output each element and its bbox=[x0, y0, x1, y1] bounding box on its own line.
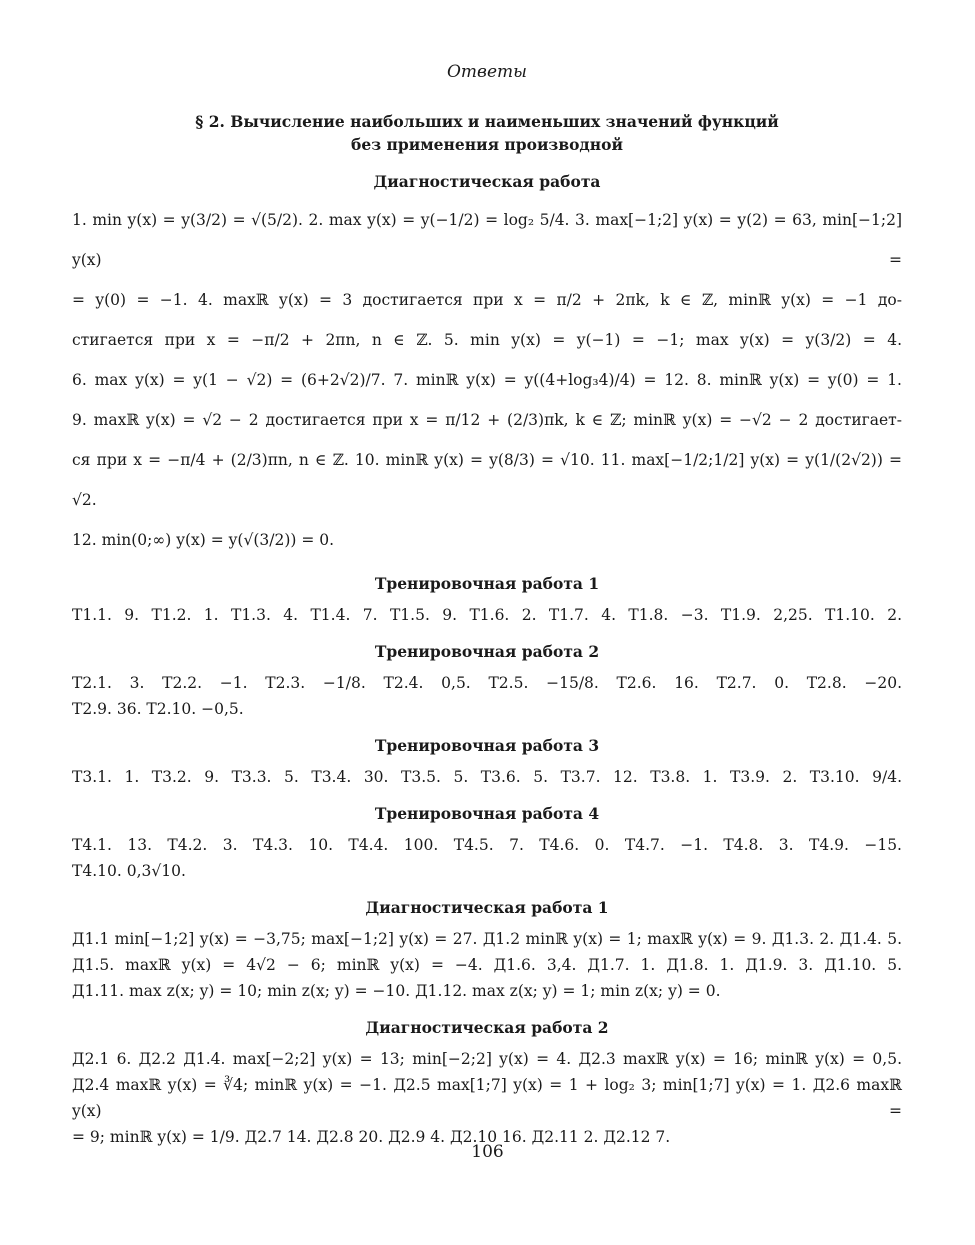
diag-line-3: стигается при x = −π/2 + 2πn, n ∈ ℤ. 5. min y(x) = y(−1) = −1; max y(x) = y(3/2) = 4. bbox=[72, 331, 902, 349]
page-number: 106 bbox=[471, 1142, 504, 1162]
diag-line-4: 6. max y(x) = y(1 − √2) = (6+2√2)/7. 7. minℝ y(x) = y((4+log₃4)/4) = 12. 8. minℝ y(x) = y(0) = 1. bbox=[72, 371, 902, 389]
heading-diagnostic: Диагностическая работа bbox=[373, 172, 601, 191]
heading-training-1: Тренировочная работа 1 bbox=[374, 574, 600, 593]
diag-line-6: ся при x = −π/4 + (2/3)πn, n ∈ ℤ. 10. minℝ y(x) = y(8/3) = √10. 11. max[−1/2;1/2] y(x) = y(1/(2√2)) = √2. bbox=[72, 451, 902, 509]
section-title-line-2: без применения производной bbox=[351, 135, 623, 154]
section-title bbox=[72, 110, 902, 156]
d1-line-2: Д1.5. maxℝ y(x) = 4√2 − 6; minℝ y(x) = −4. Д1.6. 3,4. Д1.7. 1. Д1.8. 1. Д1.9. 3. Д1.10. 5. bbox=[72, 956, 902, 974]
d2-line-1: Д2.1 6. Д2.2 Д1.4. max[−2;2] y(x) = 13; min[−2;2] y(x) = 4. Д2.3 maxℝ y(x) = 16; minℝ y(x) = 0,5. bbox=[72, 1050, 902, 1068]
d1-line-1: Д1.1 min[−1;2] y(x) = −3,75; max[−1;2] y(x) = 27. Д1.2 minℝ y(x) = 1; maxℝ y(x) = 9. Д1.3. 2. Д1.4. 5. bbox=[72, 930, 902, 948]
t4-line-2: Т4.10. 0,3√10. bbox=[72, 862, 186, 880]
heading-training-4: Тренировочная работа 4 bbox=[374, 804, 600, 823]
running-head: Ответы bbox=[447, 62, 527, 82]
t2-line-2: Т2.9. 36. Т2.10. −0,5. bbox=[72, 700, 244, 718]
d2-line-3: = 9; minℝ y(x) = 1/9. Д2.7 14. Д2.8 20. Д2.9 4. Д2.10 16. Д2.11 2. Д2.12 7. bbox=[72, 1128, 671, 1146]
heading-training-2: Тренировочная работа 2 bbox=[374, 642, 600, 661]
diag-line-2: = y(0) = −1. 4. maxℝ y(x) = 3 достигается при x = π/2 + 2πk, k ∈ ℤ, minℝ y(x) = −1 до- bbox=[72, 291, 902, 309]
t4-line-1: Т4.1. 13. Т4.2. 3. Т4.3. 10. Т4.4. 100. Т4.5. 7. Т4.6. 0. Т4.7. −1. Т4.8. 3. Т4.9. −15. bbox=[72, 836, 902, 854]
t1-line: Т1.1. 9. Т1.2. 1. Т1.3. 4. Т1.4. 7. Т1.5. 9. Т1.6. 2. Т1.7. 4. Т1.8. −3. Т1.9. 2,25. Т1.10. 2. bbox=[72, 606, 902, 624]
diag-line-7: 12. min(0;∞) y(x) = y(√(3/2)) = 0. bbox=[72, 531, 335, 549]
diag-line-5: 9. maxℝ y(x) = √2 − 2 достигается при x = π/12 + (2/3)πk, k ∈ ℤ; minℝ y(x) = −√2 − 2 достигает- bbox=[72, 411, 902, 429]
d1-line-3: Д1.11. max z(x; y) = 10; min z(x; y) = −10. Д1.12. max z(x; y) = 1; min z(x; y) = 0. bbox=[72, 982, 721, 1000]
heading-diagnostic-2: Диагностическая работа 2 bbox=[365, 1018, 609, 1037]
d2-line-2: Д2.4 maxℝ y(x) = ∛4; minℝ y(x) = −1. Д2.5 max[1;7] y(x) = 1 + log₂ 3; min[1;7] y(x) = 1. Д2.6 maxℝ y(x) = bbox=[72, 1076, 902, 1120]
section-title-line-1: § 2. Вычисление наибольших и наименьших значений функций bbox=[195, 112, 779, 131]
answers-page bbox=[72, 62, 902, 1150]
t3-line: Т3.1. 1. Т3.2. 9. Т3.3. 5. Т3.4. 30. Т3.5. 5. Т3.6. 5. Т3.7. 12. Т3.8. 1. Т3.9. 2. Т3.10. 9/4. bbox=[72, 768, 902, 786]
t2-line-1: Т2.1. 3. Т2.2. −1. Т2.3. −1/8. Т2.4. 0,5. Т2.5. −15/8. Т2.6. 16. Т2.7. 0. Т2.8. −20. bbox=[72, 674, 902, 692]
heading-training-3: Тренировочная работа 3 bbox=[374, 736, 600, 755]
diag-line-1: 1. min y(x) = y(3/2) = √(5/2). 2. max y(x) = y(−1/2) = log₂ 5/4. 3. max[−1;2] y(x) = y(2) = 63, min[−1;2] y(x) = bbox=[72, 211, 902, 269]
heading-diagnostic-1: Диагностическая работа 1 bbox=[365, 898, 609, 917]
